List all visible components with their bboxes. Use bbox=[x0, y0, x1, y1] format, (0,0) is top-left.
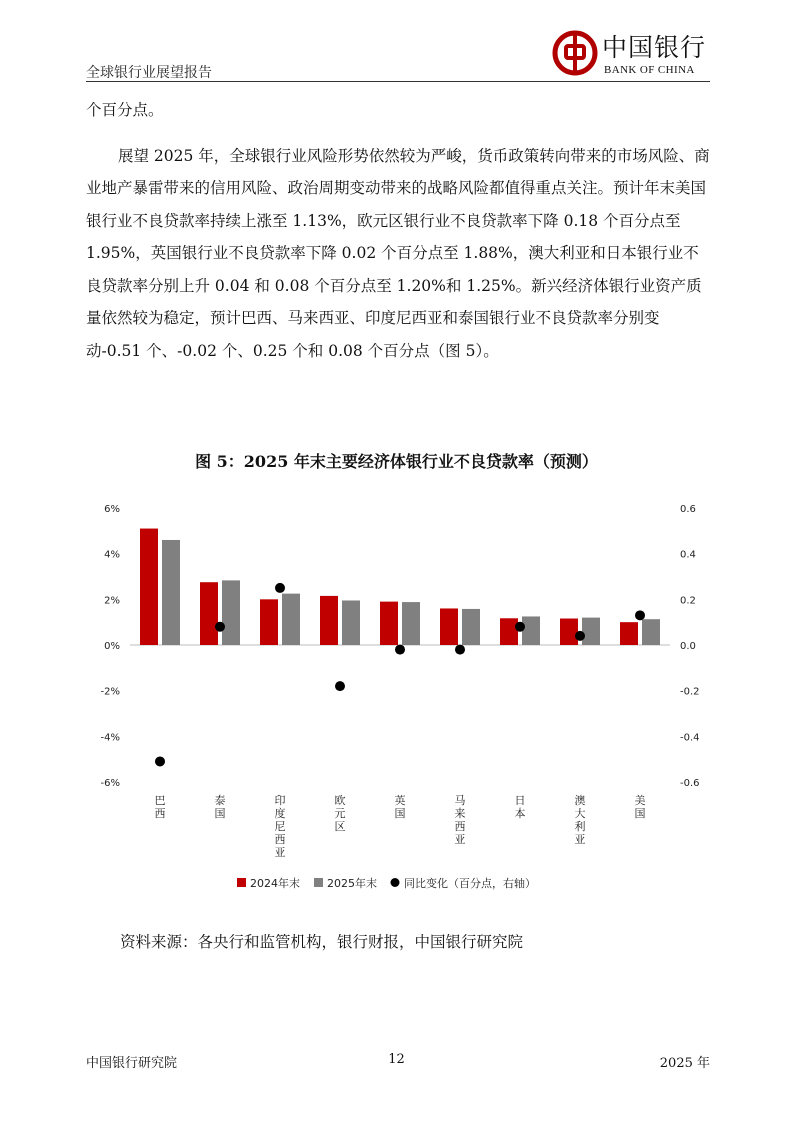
change-dot bbox=[455, 645, 465, 655]
bar-2025 bbox=[162, 540, 180, 645]
change-dot bbox=[515, 622, 525, 632]
change-dot bbox=[635, 610, 645, 620]
bar-2024 bbox=[320, 596, 338, 645]
change-dot bbox=[275, 583, 285, 593]
right-tick-label: 0.6 bbox=[680, 504, 696, 515]
left-axis bbox=[101, 504, 120, 789]
source-note: 资料来源：各央行和监管机构，银行财报，中国银行研究院 bbox=[120, 933, 524, 951]
legend bbox=[237, 876, 536, 890]
change-dot bbox=[215, 622, 225, 632]
report-title: 全球银行业展望报告 bbox=[86, 65, 212, 81]
bar-2024 bbox=[500, 618, 518, 645]
right-tick-label: 0.2 bbox=[680, 595, 696, 607]
right-tick-label: -0.6 bbox=[680, 778, 700, 789]
bar-2024 bbox=[440, 608, 458, 645]
left-tick-label: -2% bbox=[100, 686, 120, 698]
left-tick-label: 0% bbox=[104, 641, 120, 652]
left-tick-label: 6% bbox=[104, 504, 120, 515]
change-dot bbox=[395, 645, 405, 655]
bar-2024 bbox=[260, 599, 278, 645]
legend-swatch bbox=[237, 878, 246, 887]
right-tick-label: 0.4 bbox=[680, 549, 696, 561]
bar-2025 bbox=[582, 618, 600, 645]
bar-2025 bbox=[402, 602, 420, 645]
category-label: 印度尼西亚 bbox=[274, 794, 286, 859]
bar-2024 bbox=[620, 622, 638, 645]
right-axis bbox=[680, 504, 700, 789]
logo-english-text: BANK OF CHINA bbox=[604, 64, 695, 76]
change-dot bbox=[575, 631, 585, 641]
category-label: 澳大利亚 bbox=[574, 794, 586, 846]
paragraph-1: 个百分点。 bbox=[86, 101, 164, 119]
category-label: 马来西亚 bbox=[454, 794, 466, 846]
category-label: 英国 bbox=[394, 794, 406, 820]
category-labels bbox=[155, 793, 646, 859]
page-header bbox=[86, 26, 710, 82]
bank-logo bbox=[550, 26, 710, 80]
legend-label: 2024年末 bbox=[250, 877, 300, 890]
paragraph-2: 展望 2025 年，全球银行业风险形势依然较为严峻，货币政策转向带来的市场风险、商业地产暴雷带来的信用风险、政治周期变动带来的战略风险都值得重点关注。预计年末美国银行业不良贷款率持续上涨至 1.13%，欧元区银行业不良贷款率下降 0.18 个百分点至 1.95%，英国银行业不良贷款率下降 0.02 个百分点至 1.88%，澳大利亚和日本银行业不良贷款率分别上升 0.04 和 0.08 个百分点至 1.20%和 1.25%。新兴经济体银行业资产质量依然较为稳定，预计巴西、马来西亚、印度尼西亚和泰国银行业不良贷款率分别变动-0.51 个、-0.02 个、0.25 个和 0.08 个百分点（图 5）。 bbox=[86, 146, 710, 360]
bar-2025 bbox=[522, 616, 540, 645]
footer-year: 2025 年 bbox=[659, 1056, 710, 1071]
category-label: 欧元区 bbox=[334, 794, 346, 833]
page-number: 12 bbox=[388, 1052, 405, 1067]
figure-title: 图 5：2025 年末主要经济体银行业不良贷款率（预测） bbox=[195, 452, 598, 471]
change-dot bbox=[155, 756, 165, 766]
legend-swatch bbox=[314, 878, 323, 887]
left-tick-label: 2% bbox=[104, 595, 120, 607]
boc-logo-icon bbox=[552, 30, 598, 76]
legend-label: 同比变化（百分点，右轴） bbox=[404, 877, 536, 890]
legend-label: 2025年末 bbox=[327, 877, 377, 890]
bar-2025 bbox=[282, 594, 300, 645]
body-text bbox=[86, 94, 714, 367]
bar-2025 bbox=[222, 580, 240, 645]
bar-2025 bbox=[342, 600, 360, 645]
category-label: 泰国 bbox=[214, 794, 226, 820]
legend-dot bbox=[391, 878, 400, 887]
bar-2024 bbox=[140, 529, 158, 645]
bar-2025 bbox=[642, 619, 660, 645]
category-label: 巴西 bbox=[154, 794, 166, 820]
left-tick-label: 4% bbox=[104, 549, 120, 561]
bar-2024 bbox=[560, 619, 578, 645]
bar-2024 bbox=[380, 602, 398, 645]
category-label: 日本 bbox=[514, 794, 526, 820]
right-tick-label: -0.2 bbox=[680, 686, 700, 698]
npl-chart bbox=[0, 490, 793, 910]
right-tick-label: -0.4 bbox=[680, 732, 700, 744]
logo-chinese-text: 中国银行 bbox=[602, 33, 707, 62]
left-tick-label: -6% bbox=[100, 778, 120, 789]
bar-2025 bbox=[462, 609, 480, 645]
category-label: 美国 bbox=[634, 794, 646, 820]
footer-institute: 中国银行研究院 bbox=[86, 1056, 178, 1071]
bar-2024 bbox=[200, 582, 218, 645]
left-tick-label: -4% bbox=[100, 732, 120, 744]
right-tick-label: 0.0 bbox=[680, 641, 696, 652]
header-divider bbox=[86, 81, 710, 82]
change-dot bbox=[335, 681, 345, 691]
